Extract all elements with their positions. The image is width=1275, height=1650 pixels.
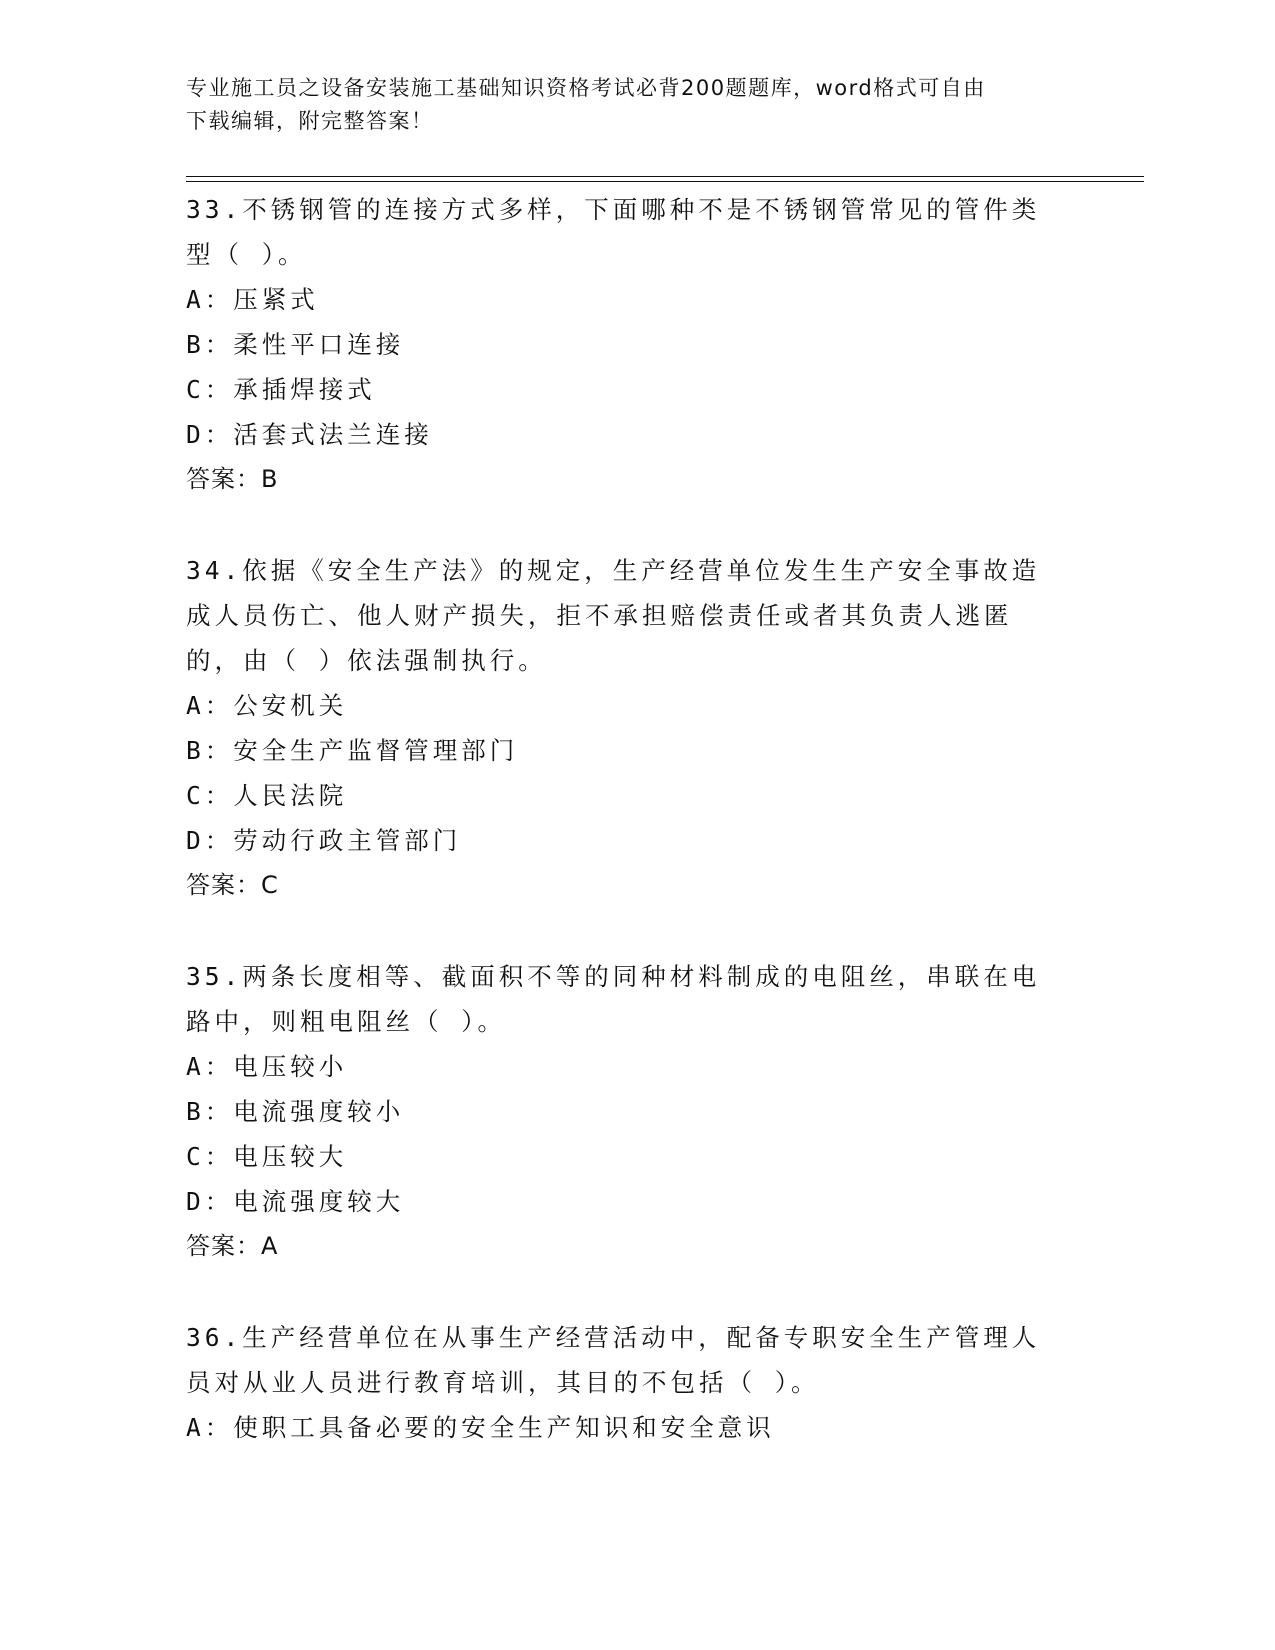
- question-34: [186, 548, 1066, 908]
- option-d: D：电流强度较大: [186, 1187, 405, 1216]
- option-d: D：劳动行政主管部门: [186, 826, 462, 855]
- header-line-2: 下载编辑，附完整答案！: [186, 109, 434, 133]
- header-line-1: 专业施工员之设备安装施工基础知识资格考试必背200题题库，word格式可自由: [186, 76, 986, 100]
- option-c: C：人民法院: [186, 781, 348, 810]
- question-stem: 34.依据《安全生产法》的规定，生产经营单位发生生产安全事故造成人员伤亡、他人财产损失，拒不承担赔偿责任或者其负责人逃匿的，由（ ）依法强制执行。: [186, 556, 1041, 675]
- answer-line: 答案：C: [186, 871, 279, 899]
- option-c: C：承插焊接式: [186, 375, 376, 404]
- document-header: [186, 72, 1066, 138]
- question-stem: 36.生产经营单位在从事生产经营活动中，配备专职安全生产管理人员对从业人员进行教育培训，其目的不包括（ ）。: [186, 1323, 1041, 1397]
- question-stem: 33.不锈钢管的连接方式多样，下面哪种不是不锈钢管常见的管件类型（ ）。: [186, 195, 1041, 269]
- header-divider-top: [186, 176, 1144, 177]
- question-35: [186, 954, 1066, 1269]
- option-d: D：活套式法兰连接: [186, 420, 433, 449]
- option-b: B：柔性平口连接: [186, 330, 405, 359]
- option-a: A：电压较小: [186, 1052, 348, 1081]
- option-b: B：电流强度较小: [186, 1097, 405, 1126]
- answer-line: 答案：B: [186, 465, 279, 493]
- option-a: A：公安机关: [186, 691, 348, 720]
- option-b: B：安全生产监督管理部门: [186, 736, 519, 765]
- question-list: [186, 187, 1066, 1496]
- option-a: A：压紧式: [186, 285, 319, 314]
- answer-line: 答案：A: [186, 1232, 279, 1260]
- option-a: A：使职工具备必要的安全生产知识和安全意识: [186, 1413, 775, 1442]
- option-c: C：电压较大: [186, 1142, 348, 1171]
- question-36: [186, 1315, 1066, 1450]
- question-33: [186, 187, 1066, 502]
- question-stem: 35.两条长度相等、截面积不等的同种材料制成的电阻丝，串联在电路中，则粗电阻丝（ ）。: [186, 962, 1041, 1036]
- header-divider-bottom: [186, 181, 1144, 182]
